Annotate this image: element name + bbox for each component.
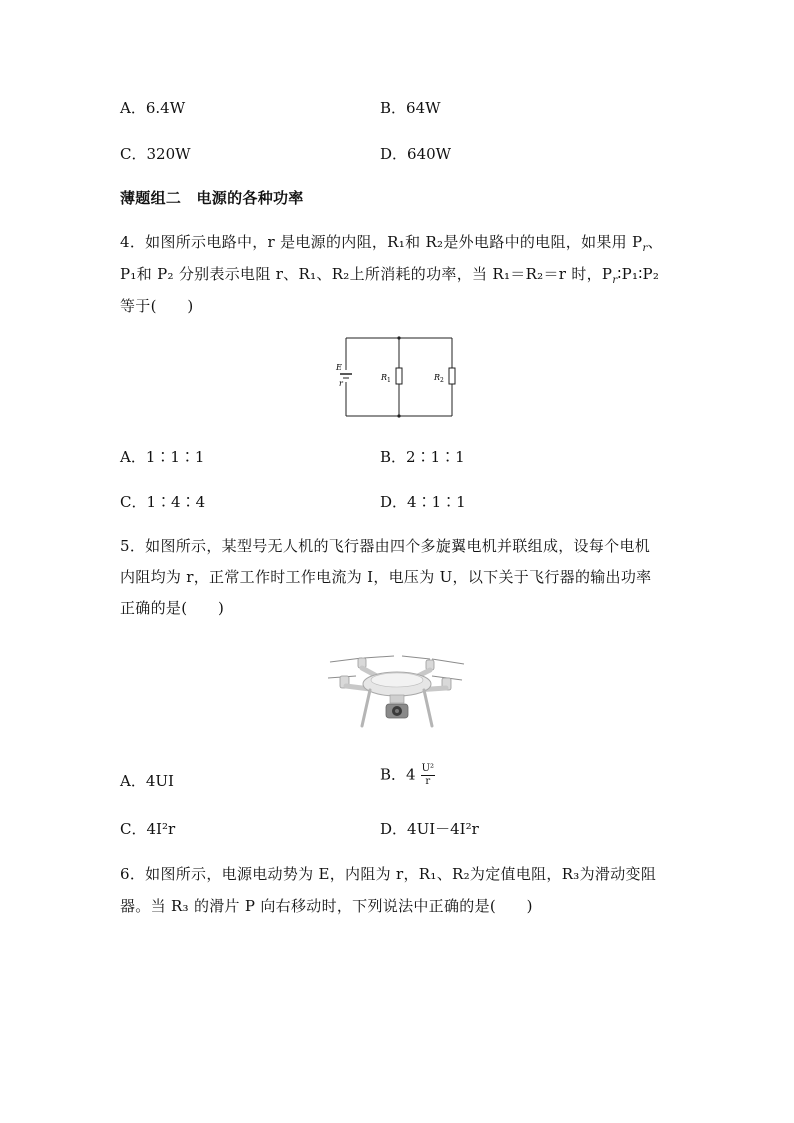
question-6-line-2: 器。当 R₃ 的滑片 P 向右移动时，下列说法中正确的是( ) [120,897,533,915]
r1-subscript: 1 [387,377,391,384]
fraction-denominator: r [425,776,431,787]
question-4-option-b: B．2∶1∶1 [380,448,465,466]
question-4-line-1-end: 、 [647,233,663,251]
question-5-option-c: C．4I²r [120,820,176,838]
question-4-line-1 [120,231,663,254]
fraction [421,763,435,788]
drone-image [322,650,472,738]
question-4-option-c: C．1∶4∶4 [120,493,206,511]
question-5-line-1: 5．如图所示，某型号无人机的飞行器由四个多旋翼电机并联组成，设每个电机 [120,537,651,555]
question-5-line-3: 正确的是( ) [120,599,225,617]
question-4-line-2-text: P₁和 P₂ 分别表示电阻 r、R₁、R₂上所消耗的功率，当 R₁＝R₂＝r 时，P [120,265,613,283]
r1-label: R [381,373,388,382]
question-4-option-d: D．4∶1∶1 [380,493,466,511]
question-5-line-2: 内阻均为 r，正常工作时工作电流为 I，电压为 U，以下关于飞行器的输出功率 [120,568,652,586]
question-4-line-1-text: 4．如图所示电路中，r 是电源的内阻，R₁和 R₂是外电路中的电阻，如果用 P [120,233,643,251]
question-5-option-b [380,763,435,788]
circuit-diagram [330,332,460,422]
question-5-option-d: D．4UI－4I²r [380,820,479,838]
question-4-line-3: 等于( ) [120,297,194,315]
section-title: 薄题组二 电源的各种功率 [120,189,304,207]
fraction-numerator: U² [421,763,435,774]
question-6-line-1: 6．如图所示，电源电动势为 E，内阻为 r，R₁、R₂为定值电阻，R₃为滑动变阻 [120,865,657,883]
option-d: D．640W [380,145,452,163]
internal-resistance-label: r [339,379,343,388]
r2-label: R [434,373,441,382]
option-c: C．320W [120,145,191,163]
emf-label: E [336,363,342,372]
r2-subscript: 2 [440,377,444,384]
pr-subscript: r [642,243,648,254]
junction-top [397,336,400,339]
option-a: A．6.4W [120,99,186,117]
question-4-option-a: A．1∶1∶1 [120,448,205,466]
option-b-prefix: B．4 [380,765,416,784]
question-4-line-2 [120,263,659,286]
question-5-option-a: A．4UI [120,772,174,790]
question-4-line-2-end: ∶P₁∶P₂ [617,265,660,283]
option-b: B．64W [380,99,441,117]
junction-bottom [397,414,400,417]
pr-subscript-2: r [612,275,618,286]
